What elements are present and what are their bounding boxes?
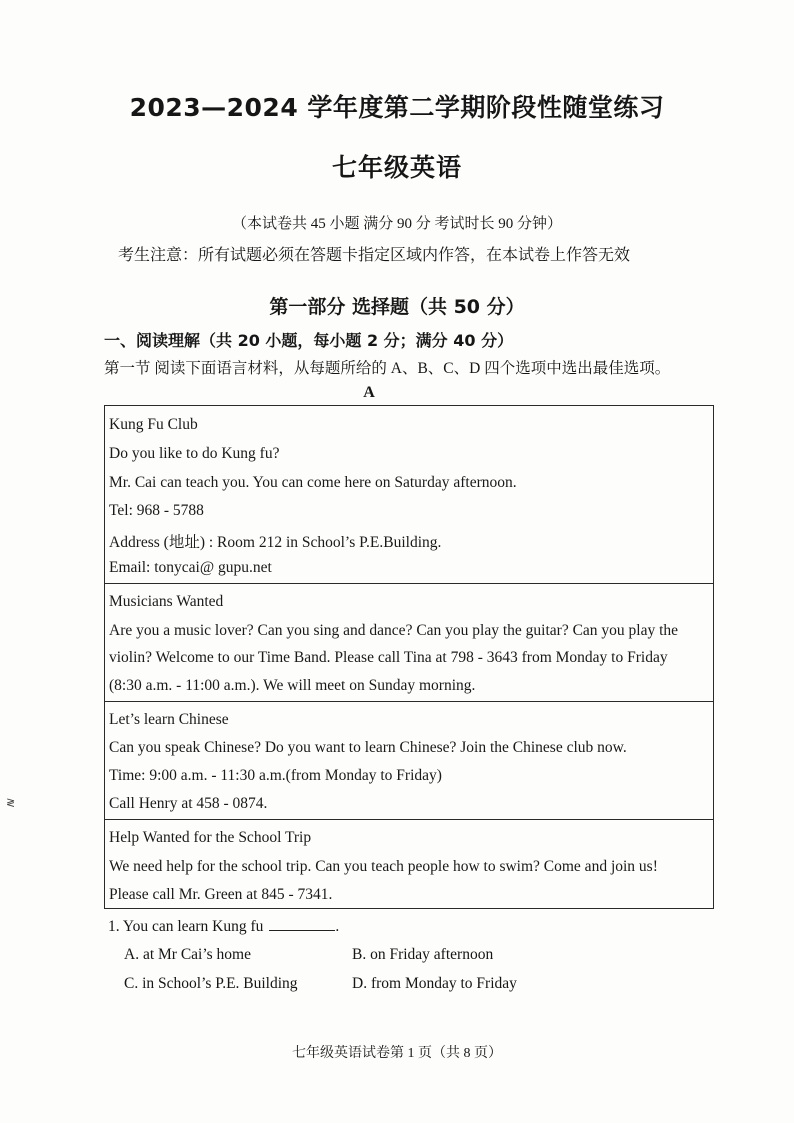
ad-chinese-line: Can you speak Chinese? Do you want to learn Chinese? Join the Chinese club now. — [109, 739, 627, 756]
exam-info: （本试卷共 45 小题 满分 90 分 考试时长 90 分钟） — [231, 216, 562, 232]
ad-kungfu-tel: Tel: 968 - 5788 — [109, 502, 204, 519]
ad-trip-line: We need help for the school trip. Can you teach people how to swim? Come and join us! — [109, 858, 658, 875]
option-d: D. from Monday to Friday — [352, 975, 517, 992]
part-title: 第一部分 选择题（共 50 分） — [269, 296, 525, 318]
ad-chinese-time: Time: 9:00 a.m. - 11:30 a.m.(from Monday to Friday) — [109, 767, 442, 784]
ad-kungfu-line: Mr. Cai can teach you. You can come here on Saturday afternoon. — [109, 474, 517, 491]
question-1-text: 1. You can learn Kung fu — [108, 918, 264, 935]
section-instruction: 第一节 阅读下面语言材料，从每题所给的 A、B、C、D 四个选项中选出最佳选项。 — [104, 360, 671, 377]
ad-chinese-title: Let’s learn Chinese — [109, 711, 229, 728]
exam-notice: 考生注意：所有试题必须在答题卡指定区域内作答，在本试卷上作答无效 — [118, 247, 631, 264]
exam-subject: 七年级英语 — [331, 153, 462, 182]
answer-blank — [269, 918, 335, 931]
ad-musicians-line: (8:30 a.m. - 11:00 a.m.). We will meet on Sunday morning. — [109, 677, 476, 694]
margin-mark: ≷ — [6, 797, 16, 809]
ad-kungfu-line: Do you like to do Kung fu? — [109, 445, 280, 462]
ad-trip-title: Help Wanted for the School Trip — [109, 829, 312, 846]
ad-musicians-line: Are you a music lover? Can you sing and dance? Can you play the guitar? Can you play the — [109, 622, 679, 639]
section-title: 一、阅读理解（共 20 小题，每小题 2 分；满分 40 分） — [104, 331, 514, 350]
ad-musicians-line: violin? Welcome to our Time Band. Please call Tina at 798 - 3643 from Monday to Friday — [109, 649, 668, 666]
ad-kungfu-address: Address (地址) : Room 212 in School’s P.E.Building. — [109, 534, 442, 551]
exam-title: 2023—2024 学年度第二学期阶段性随堂练习 — [129, 93, 665, 122]
ad-divider — [105, 819, 713, 820]
option-c: C. in School’s P.E. Building — [124, 975, 298, 992]
question-1-period: . — [335, 918, 340, 935]
ad-musicians-title: Musicians Wanted — [109, 593, 224, 610]
passage-label: A — [363, 384, 375, 401]
ad-kungfu-email: Email: tonycai@ gupu.net — [109, 559, 272, 576]
ad-chinese-call: Call Henry at 458 - 0874. — [109, 795, 268, 812]
ad-divider — [105, 701, 713, 702]
page-footer: 七年级英语试卷第 1 页（共 8 页） — [292, 1046, 502, 1061]
question-1-stem — [108, 918, 339, 936]
ad-trip-call: Please call Mr. Green at 845 - 7341. — [109, 886, 333, 903]
option-b: B. on Friday afternoon — [352, 946, 494, 963]
passage-box — [104, 405, 714, 909]
ad-kungfu-title: Kung Fu Club — [109, 416, 198, 433]
ad-divider — [105, 583, 713, 584]
option-a: A. at Mr Cai’s home — [124, 946, 251, 963]
